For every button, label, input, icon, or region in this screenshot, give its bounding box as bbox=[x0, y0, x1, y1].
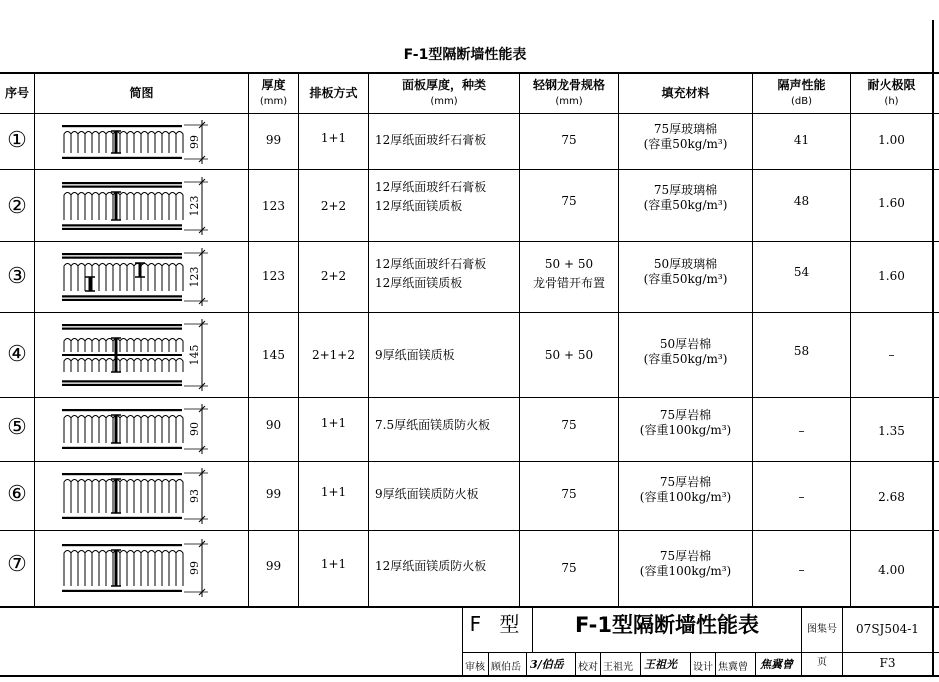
wall-section-diagram bbox=[60, 538, 220, 598]
row-number: ② bbox=[7, 194, 27, 219]
header-thickness: 厚度 (mm) bbox=[259, 78, 288, 107]
fill-value: 50厚玻璃棉 (容重50kg/m³) bbox=[643, 257, 728, 286]
fill-value: 75厚岩棉 (容重100kg/m³) bbox=[639, 549, 732, 578]
reviewer-signature: 3/伯岳 bbox=[530, 658, 564, 671]
wall-section-diagram bbox=[60, 403, 220, 455]
row-number: ④ bbox=[7, 342, 27, 367]
header-no: 序号 bbox=[4, 86, 29, 100]
checker-name: 王祖光 bbox=[603, 662, 633, 673]
dimension-label: 123 bbox=[188, 266, 201, 288]
panel-value: 12厚纸面镁质防火板 bbox=[375, 559, 487, 573]
dimension-label: 99 bbox=[188, 561, 201, 575]
designer-name: 焦冀曾 bbox=[718, 662, 748, 673]
row-number: ⑦ bbox=[7, 552, 27, 577]
layout-value: 2+2 bbox=[320, 199, 347, 213]
thickness-value: 123 bbox=[262, 199, 285, 213]
header-fill: 填充材料 bbox=[661, 86, 710, 100]
fire-value: 2.68 bbox=[878, 490, 905, 504]
fill-value: 50厚岩棉 (容重50kg/m³) bbox=[643, 337, 728, 366]
thickness-value: 99 bbox=[265, 133, 282, 147]
fire-value: 1.00 bbox=[878, 133, 905, 147]
sound-value: – bbox=[798, 563, 805, 577]
thickness-value: 90 bbox=[265, 418, 282, 432]
table-title: F-1型隔断墙性能表 bbox=[403, 47, 527, 63]
wall-section-diagram bbox=[60, 467, 220, 525]
layout-value: 1+1 bbox=[320, 485, 347, 499]
sound-value: 58 bbox=[793, 344, 810, 358]
stud-value: 75 bbox=[561, 487, 577, 501]
dimension-label: 93 bbox=[188, 489, 201, 503]
header-sound: 隔声性能 (dB) bbox=[777, 78, 826, 107]
header-fire: 耐火极限 (h) bbox=[867, 78, 916, 107]
review-label: 审核 bbox=[465, 662, 485, 673]
row-number: ① bbox=[7, 128, 27, 153]
header-panel: 面板厚度，种类 (mm) bbox=[401, 78, 486, 107]
fire-value: 1.60 bbox=[878, 196, 905, 210]
panel-value: 9厚纸面镁质防火板 bbox=[375, 487, 479, 501]
page-label: 页 bbox=[817, 657, 827, 668]
fill-value: 75厚玻璃棉 (容重50kg/m³) bbox=[643, 122, 728, 151]
sound-value: 41 bbox=[793, 133, 810, 147]
row-number: ⑥ bbox=[7, 482, 27, 507]
fill-value: 75厚岩棉 (容重100kg/m³) bbox=[639, 475, 732, 504]
thickness-value: 99 bbox=[265, 559, 282, 573]
row-number: ③ bbox=[7, 264, 27, 289]
fire-value: – bbox=[888, 348, 895, 362]
sound-value: 48 bbox=[793, 194, 810, 208]
page-no: F3 bbox=[879, 656, 896, 670]
stud-value: 50 + 50 龙骨错开布置 bbox=[532, 257, 605, 290]
panel-value: 12厚纸面玻纤石膏板 12厚纸面镁质板 bbox=[375, 257, 487, 290]
fill-value: 75厚玻璃棉 (容重50kg/m³) bbox=[643, 183, 728, 212]
drawing-title: F-1型隔断墙性能表 bbox=[574, 613, 760, 637]
wall-section-diagram bbox=[60, 119, 220, 165]
stud-value: 75 bbox=[561, 133, 577, 147]
stud-value: 50 + 50 bbox=[544, 348, 594, 362]
panel-value: 12厚纸面玻纤石膏板 12厚纸面镁质板 bbox=[375, 180, 487, 213]
reviewer-name: 顾伯岳 bbox=[491, 662, 521, 673]
sound-value: – bbox=[798, 490, 805, 504]
atlas-no: 07SJ504-1 bbox=[856, 622, 919, 636]
sound-value: 54 bbox=[793, 265, 810, 279]
panel-value: 7.5厚纸面镁质防火板 bbox=[375, 418, 491, 432]
dimension-label: 145 bbox=[188, 344, 201, 366]
wall-section-diagram bbox=[60, 176, 220, 236]
fill-value: 75厚岩棉 (容重100kg/m³) bbox=[639, 408, 732, 437]
wall-section-diagram bbox=[60, 247, 220, 307]
stud-value: 75 bbox=[561, 418, 577, 432]
fire-value: 1.60 bbox=[878, 269, 905, 283]
thickness-value: 123 bbox=[262, 269, 285, 283]
thickness-value: 145 bbox=[262, 348, 285, 362]
panel-value: 12厚纸面玻纤石膏板 bbox=[375, 133, 487, 147]
layout-value: 2+2 bbox=[320, 269, 347, 283]
dimension-label: 90 bbox=[188, 422, 201, 436]
design-label: 设计 bbox=[693, 662, 713, 673]
wall-section-diagram bbox=[60, 318, 220, 392]
header-stud: 轻钢龙骨规格 (mm) bbox=[532, 78, 605, 107]
layout-value: 1+1 bbox=[320, 131, 347, 145]
check-label: 校对 bbox=[578, 662, 598, 673]
fire-value: 1.35 bbox=[878, 424, 905, 438]
layout-value: 1+1 bbox=[320, 416, 347, 430]
panel-value: 9厚纸面镁质板 bbox=[375, 348, 455, 362]
designer-signature: 焦冀曾 bbox=[760, 658, 793, 671]
header-layout: 排板方式 bbox=[309, 86, 358, 100]
header-diagram: 简图 bbox=[129, 86, 154, 100]
layout-value: 1+1 bbox=[320, 557, 347, 571]
stud-value: 75 bbox=[561, 194, 577, 208]
fire-value: 4.00 bbox=[878, 563, 905, 577]
row-number: ⑤ bbox=[7, 415, 27, 440]
atlas-no-label: 图集号 bbox=[807, 624, 837, 635]
stud-value: 75 bbox=[561, 561, 577, 575]
checker-signature: 王祖光 bbox=[644, 658, 677, 671]
type-label: F 型 bbox=[469, 612, 526, 636]
layout-value: 2+1+2 bbox=[311, 348, 355, 362]
dimension-label: 99 bbox=[188, 135, 201, 149]
sound-value: – bbox=[798, 424, 805, 438]
dimension-label: 123 bbox=[188, 195, 201, 217]
thickness-value: 99 bbox=[265, 487, 282, 501]
